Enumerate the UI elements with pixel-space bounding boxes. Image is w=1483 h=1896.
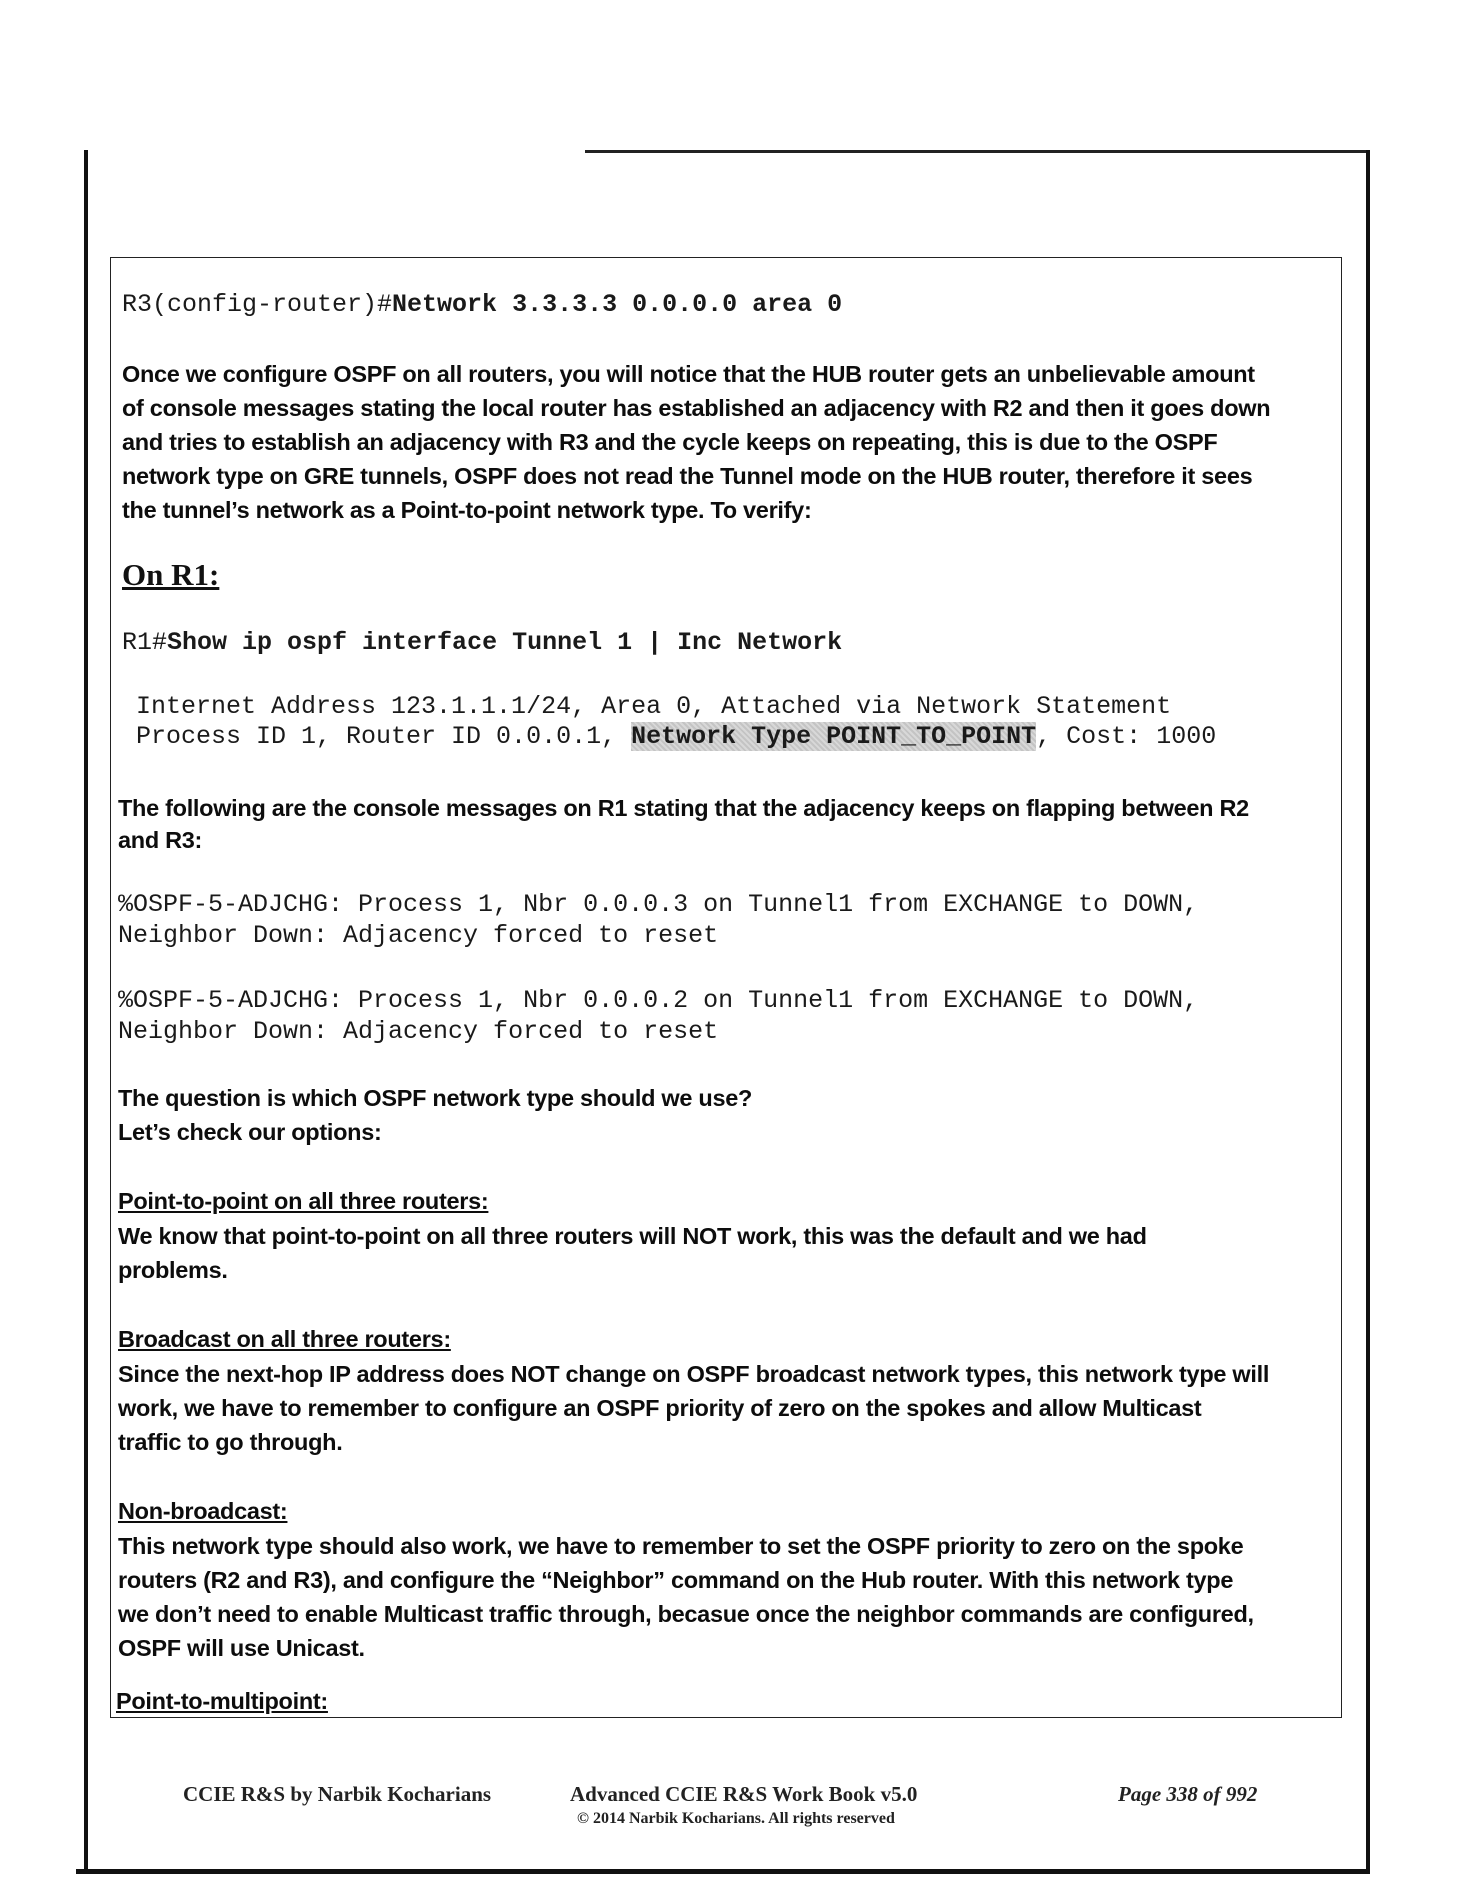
option-body-line: problems. bbox=[118, 1257, 228, 1283]
option-body-line: OSPF will use Unicast. bbox=[118, 1635, 365, 1661]
footer-author: CCIE R&S by Narbik Kocharians bbox=[183, 1782, 492, 1806]
console-message-line: %OSPF-5-ADJCHG: Process 1, Nbr 0.0.0.2 on Tunnel1 from EXCHANGE to DOWN, bbox=[118, 986, 1199, 1015]
option-body-line: We know that point-to-point on all three routers will NOT work, this was the default and we had bbox=[118, 1223, 1147, 1249]
code-prompt: R3(config-router)# bbox=[122, 290, 393, 319]
question-line: The question is which OSPF network type should we use? bbox=[118, 1085, 753, 1111]
show-output-text: Process ID 1, Router ID 0.0.0.1, bbox=[136, 722, 632, 751]
show-output-line-2 bbox=[136, 722, 1216, 751]
option-body-line: we don’t need to enable Multicast traffic through, becasue once the neighbor commands are configured, bbox=[118, 1601, 1254, 1627]
intro-line: Once we configure OSPF on all routers, you will notice that the HUB router gets an unbelievable amount bbox=[122, 361, 1255, 387]
page-number-text: Page 338 of 992 bbox=[1118, 1782, 1258, 1806]
show-output-text: , Cost: 1000 bbox=[1036, 722, 1217, 751]
option-body-line: work, we have to remember to configure an OSPF priority of zero on the spokes and allow Multicast bbox=[118, 1395, 1202, 1421]
footer-page-number bbox=[1118, 1782, 1257, 1807]
option-body-line: traffic to go through. bbox=[118, 1429, 343, 1455]
console-message-line: Neighbor Down: Adjacency forced to reset bbox=[118, 1017, 719, 1046]
intro-line: the tunnel’s network as a Point-to-point network type. To verify: bbox=[122, 497, 812, 523]
console-message-line: %OSPF-5-ADJCHG: Process 1, Nbr 0.0.0.3 on Tunnel1 from EXCHANGE to DOWN, bbox=[118, 890, 1199, 919]
page-frame-top-border bbox=[585, 150, 1370, 153]
option-heading: Point-to-point on all three routers: bbox=[118, 1188, 489, 1214]
option-heading: Point-to-multipoint: bbox=[116, 1688, 328, 1714]
show-output-line-1: Internet Address 123.1.1.1/24, Area 0, Attached via Network Statement bbox=[136, 692, 1172, 721]
section-heading-on-r1: On R1: bbox=[122, 557, 220, 592]
code-line-r3-network bbox=[122, 290, 842, 319]
option-heading: Non-broadcast: bbox=[118, 1498, 288, 1524]
console-intro-line: and R3: bbox=[118, 827, 203, 853]
intro-line: and tries to establish an adjacency with R3 and the cycle keeps on repeating, this is due to the OSPF bbox=[122, 429, 1218, 455]
option-body-line: Since the next-hop IP address does NOT change on OSPF broadcast network types, this network type will bbox=[118, 1361, 1270, 1387]
page-frame-right-border bbox=[1366, 150, 1370, 1874]
code-command: Network 3.3.3.3 0.0.0.0 area 0 bbox=[392, 290, 843, 319]
page-frame-bottom-border bbox=[76, 1869, 1370, 1874]
question-line: Let’s check our options: bbox=[118, 1119, 382, 1145]
option-heading: Broadcast on all three routers: bbox=[118, 1326, 451, 1352]
page-frame-left-border bbox=[84, 150, 88, 1874]
code-prompt: R1# bbox=[122, 628, 168, 657]
console-message-line: Neighbor Down: Adjacency forced to reset bbox=[118, 921, 719, 950]
intro-line: network type on GRE tunnels, OSPF does not read the Tunnel mode on the HUB router, therefore it sees bbox=[122, 463, 1253, 489]
code-command: Show ip ospf interface Tunnel 1 | Inc Network bbox=[167, 628, 843, 657]
footer-book-title: Advanced CCIE R&S Work Book v5.0 bbox=[570, 1782, 918, 1806]
highlighted-network-type: Network Type POINT_TO_POINT bbox=[631, 722, 1037, 751]
console-intro-line: The following are the console messages on R1 stating that the adjacency keeps on flapping between R2 bbox=[118, 795, 1249, 821]
option-body-line: routers (R2 and R3), and configure the “Neighbor” command on the Hub router. With this network type bbox=[118, 1567, 1234, 1593]
option-body-line: This network type should also work, we have to remember to set the OSPF priority to zero on the spoke bbox=[118, 1533, 1244, 1559]
intro-line: of console messages stating the local router has established an adjacency with R2 and then it goes down bbox=[122, 395, 1271, 421]
footer-copyright: © 2014 Narbik Kocharians. All rights reserved bbox=[577, 1810, 895, 1827]
code-line-show-command bbox=[122, 628, 842, 657]
